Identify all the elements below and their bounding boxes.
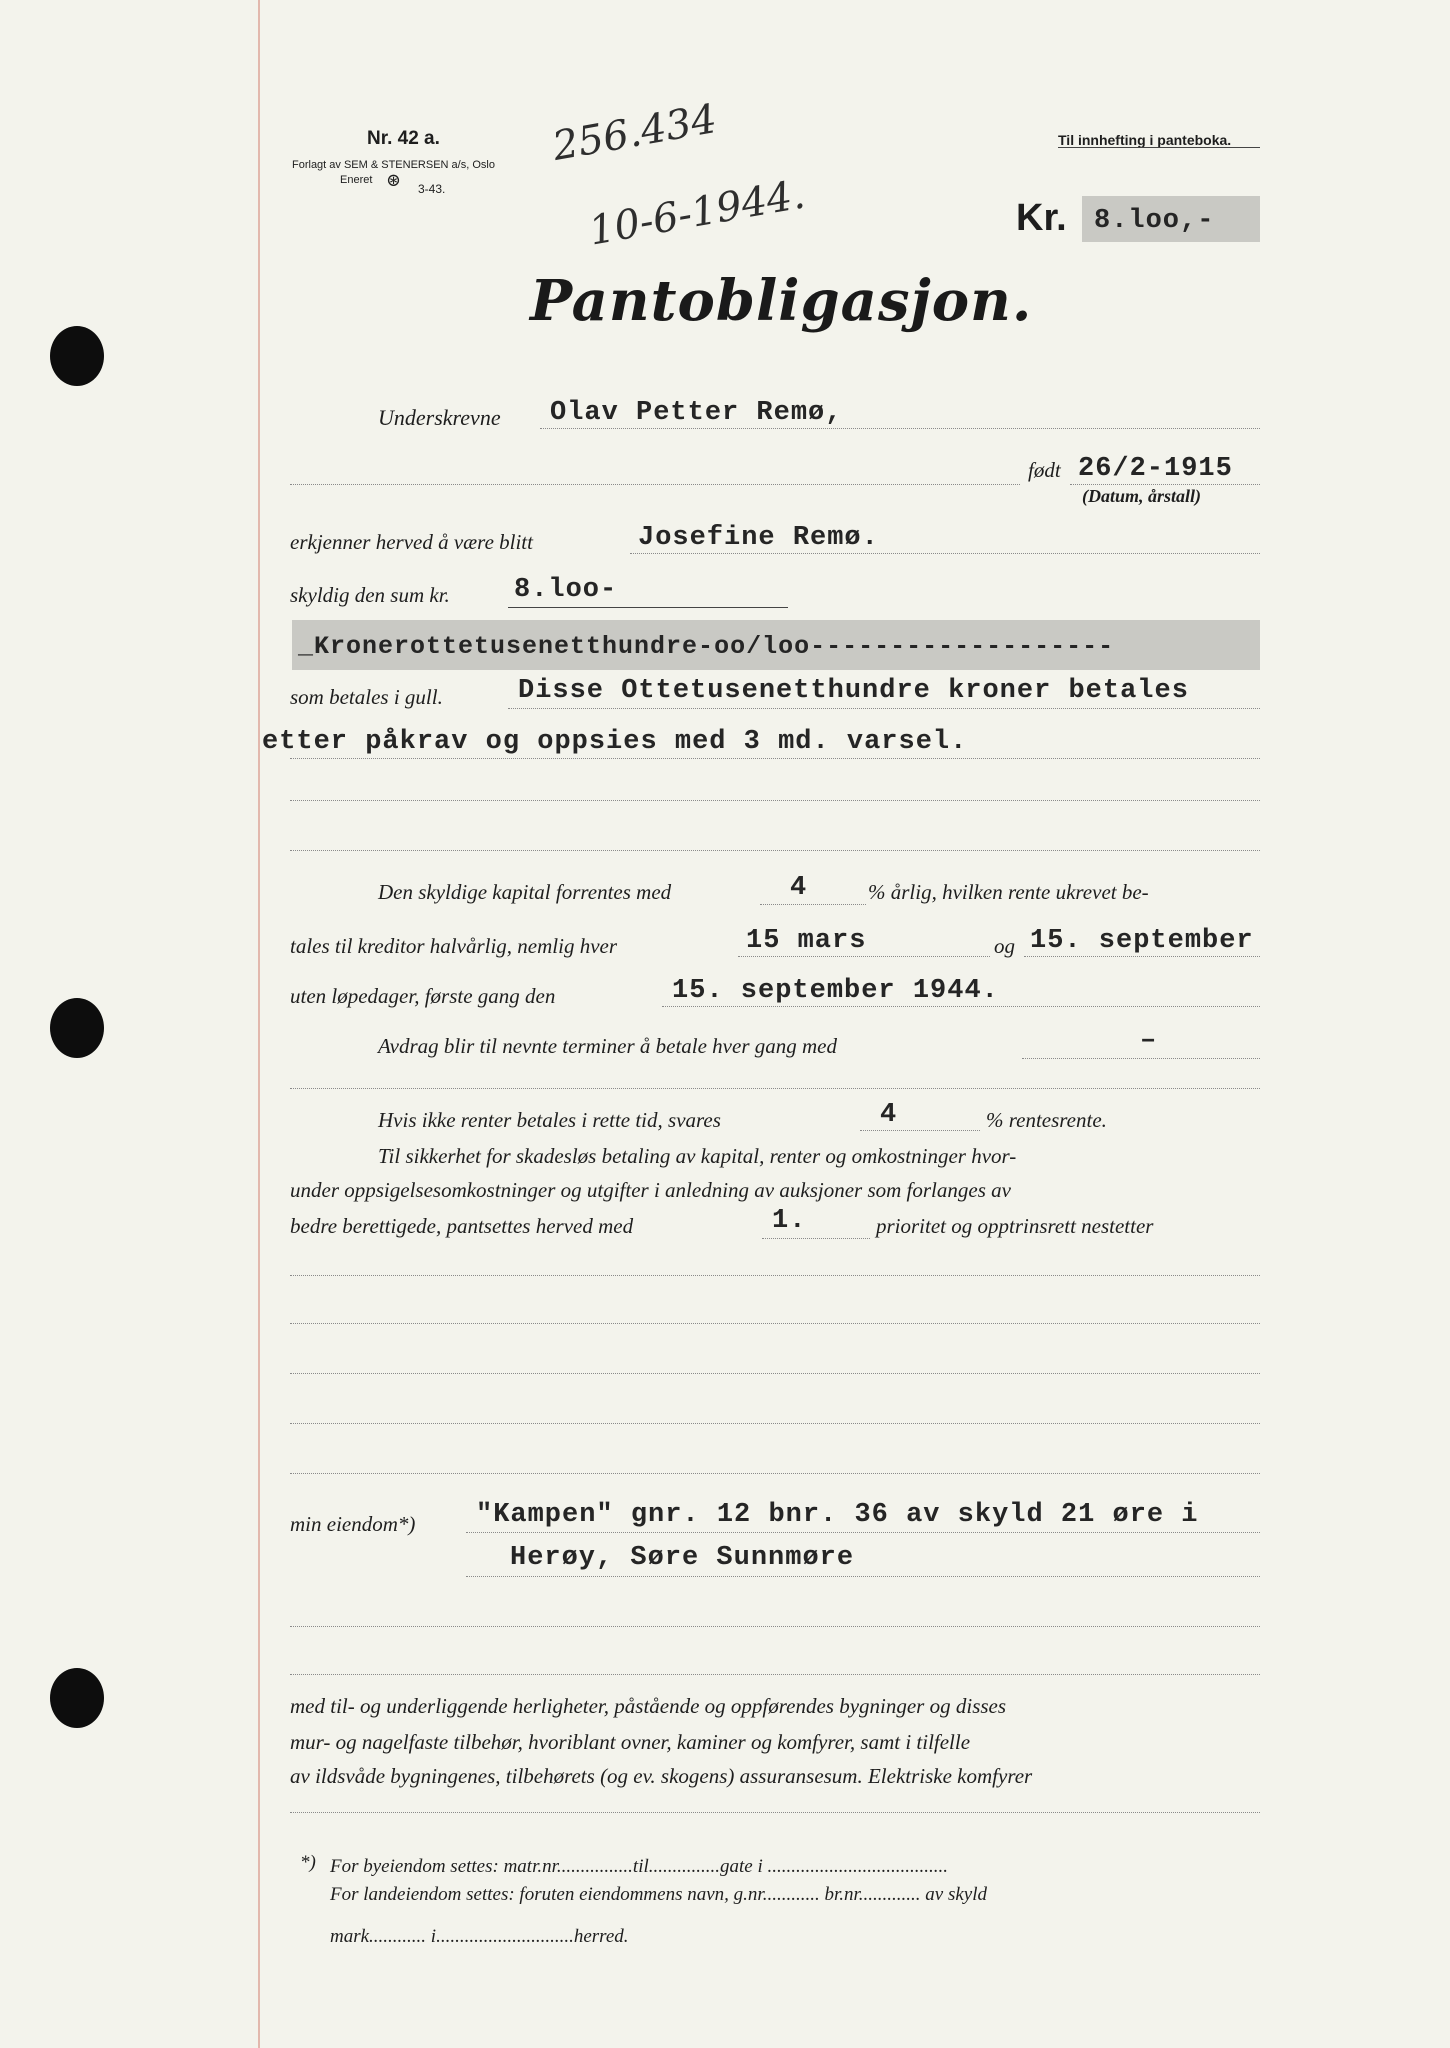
interest-rate: 4 [790, 873, 808, 903]
security-text-4: prioritet og opptrinsrett nestetter [876, 1214, 1154, 1238]
blank-line-1 [290, 800, 1260, 801]
acknowledge-label: erkjenner herved å være blitt [290, 530, 533, 554]
blank-line-9 [290, 1674, 1260, 1675]
appurtenances-line-2: mur- og nagelfaste tilbehør, hvoriblant ovner, kaminer og komfyrer, samt i tilfelle [290, 1730, 971, 1754]
amount-value: 8.loo,- [1094, 206, 1215, 236]
owing-label: skyldig den sum kr. [290, 583, 450, 607]
payable-value: Disse Ottetusenetthundre kroner betales [518, 676, 1189, 706]
installment-value: – [1140, 1026, 1158, 1056]
publisher-line: Forlagt av SEM & STENERSEN a/s, Oslo [292, 159, 495, 171]
born-label: født [1028, 458, 1061, 482]
blank-line-3 [290, 1275, 1260, 1276]
footnote-line-1: For byeiendom settes: matr.nr................til...............gate i ...................................... [330, 1856, 948, 1877]
publisher-eneret: Eneret [340, 174, 373, 186]
blank-line-10 [290, 1812, 1260, 1813]
blank-line-2 [290, 850, 1260, 851]
top-right-note: Til innhefting i panteboka. [1058, 132, 1232, 148]
late-text-1: Hvis ikke renter betales i rette tid, svares [378, 1108, 721, 1132]
footnote-line-2: For landeiendom settes: foruten eiendommens navn, g.nr............ br.nr............. av skyld [330, 1884, 988, 1905]
payment-date-2: 15. september [1030, 926, 1254, 956]
punch-hole-middle [50, 998, 104, 1058]
late-rate: 4 [880, 1100, 898, 1130]
owing-line [508, 607, 788, 608]
blank-line-7 [290, 1473, 1260, 1474]
first-payment-line [662, 1006, 1260, 1007]
undersigned-value: Olav Petter Remø, [550, 398, 843, 428]
blank-line-4 [290, 1323, 1260, 1324]
payable-label: som betales i gull. [290, 685, 443, 709]
blank-line-8 [290, 1626, 1260, 1627]
interest-text-4: uten løpedager, første gang den [290, 984, 556, 1008]
priority-value: 1. [772, 1206, 807, 1236]
form-number: Nr. 42 a. [367, 128, 440, 149]
born-value: 26/2-1915 [1078, 454, 1233, 484]
born-lead-line [290, 484, 1020, 485]
handwritten-date: 10-6-1944. [585, 171, 809, 255]
acknowledge-value: Josefine Remø. [638, 523, 879, 553]
payment-date-1: 15 mars [746, 926, 867, 956]
punch-hole-top [50, 326, 104, 386]
interest-text-3: tales til kreditor halvårlig, nemlig hver [290, 934, 618, 958]
born-hint: (Datum, årstall) [1082, 486, 1202, 506]
born-line [1070, 484, 1260, 485]
installment-line [1022, 1058, 1260, 1059]
interest-rate-line [760, 904, 866, 905]
security-text-1: Til sikkerhet for skadesløs betaling av kapital, renter og omkostninger hvor- [378, 1144, 1017, 1168]
property-label: min eiendom*) [290, 1512, 416, 1536]
interest-text-2: % årlig, hvilken rente ukrevet be- [868, 880, 1149, 904]
publisher-logo-icon: ⊛ [386, 170, 402, 190]
interest-text-1: Den skyldige kapital forrentes med [378, 880, 672, 904]
blank-line-5 [290, 1373, 1260, 1374]
top-right-underline [1058, 147, 1260, 148]
property-line-1-rule [466, 1532, 1260, 1533]
footnote-line-3: mark............ i.............................herred. [330, 1926, 629, 1947]
amount-words: _Kronerottetusenetthundre-oo/loo------------------- [298, 632, 1115, 661]
installment-line-2 [290, 1088, 1260, 1089]
payable-line [508, 708, 1260, 709]
undersigned-label: Underskrevne [378, 405, 501, 430]
payable-continued: etter påkrav og oppsies med 3 md. varsel. [262, 727, 968, 757]
interest-and: og [994, 934, 1015, 958]
late-text-2: % rentesrente. [986, 1108, 1107, 1132]
undersigned-line [540, 428, 1260, 429]
blank-line-6 [290, 1423, 1260, 1424]
property-line-1: "Kampen" gnr. 12 bnr. 36 av skyld 21 øre i [476, 1500, 1199, 1530]
payable-line-2 [290, 758, 1260, 759]
owing-value: 8.loo- [514, 575, 618, 605]
payment-date-2-line [1024, 956, 1260, 957]
acknowledge-line [630, 553, 1260, 554]
property-line-2: Herøy, Søre Sunnmøre [510, 1543, 855, 1573]
payment-date-1-line [738, 956, 990, 957]
publisher-date: 3-43. [418, 182, 446, 196]
punch-hole-bottom [50, 1668, 104, 1728]
handwritten-ref: 256.434 [549, 95, 721, 171]
priority-line [762, 1238, 870, 1239]
installment-text: Avdrag blir til nevnte terminer å betale hver gang med [378, 1034, 837, 1058]
appurtenances-line-1: med til- og underliggende herligheter, påstående og oppførendes bygninger og disses [290, 1694, 1007, 1718]
late-rate-line [860, 1130, 980, 1131]
first-payment-date: 15. september 1944. [672, 976, 999, 1006]
amount-prefix: Kr. [1016, 197, 1067, 239]
appurtenances-line-3: av ildsvåde bygningenes, tilbehørets (og ev. skogens) assuransesum. Elektriske komfyrer [290, 1764, 1033, 1788]
document-title: Pantobligasjon. [530, 268, 1033, 334]
margin-line [258, 0, 260, 2048]
security-text-3: bedre berettigede, pantsettes herved med [290, 1214, 634, 1238]
security-text-2: under oppsigelsesomkostninger og utgifter i anledning av auksjoner som forlanges av [290, 1178, 1011, 1202]
footnote-mark: *) [300, 1852, 316, 1873]
property-line-2-rule [466, 1576, 1260, 1577]
